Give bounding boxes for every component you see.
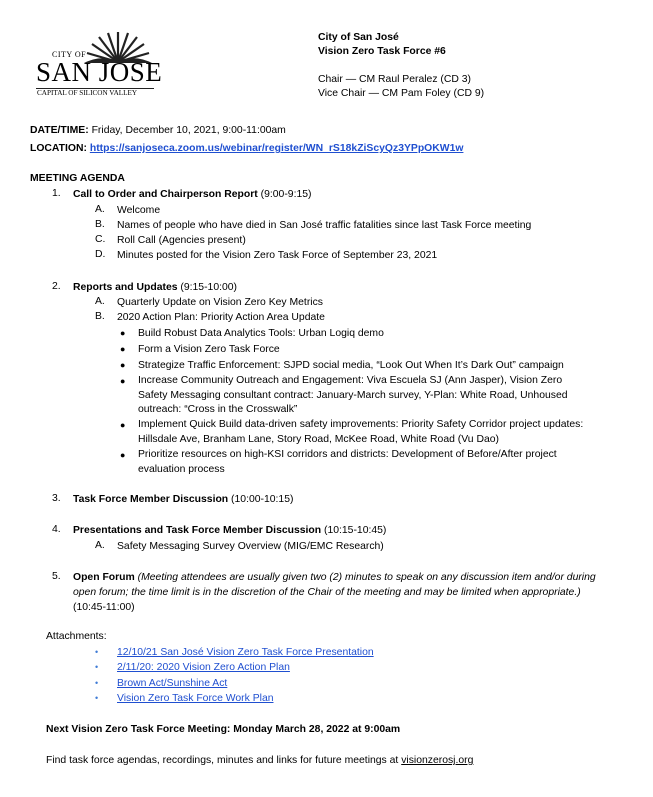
item-1-title: Call to Order and Chairperson Report [73, 189, 258, 200]
bullet-dot: ● [120, 360, 126, 370]
bullet-dot: • [95, 678, 99, 688]
item-1-time: (9:00-9:15) [260, 189, 312, 200]
item-2-sub-letter: B. [95, 311, 105, 322]
item-1-sub-letter: B. [95, 219, 105, 230]
item-4-time: (10:15-10:45) [324, 525, 387, 536]
header-meeting: Vision Zero Task Force #6 [318, 46, 446, 57]
footer-line [46, 754, 473, 768]
attachment-link[interactable]: 2/11/20: 2020 Vision Zero Action Plan [117, 662, 290, 673]
item-4-sub-text: Safety Messaging Survey Overview (MIG/EMC Research) [117, 541, 384, 552]
attachment-link[interactable]: 12/10/21 San José Vision Zero Task Force Presentation [117, 647, 374, 658]
item-5-number: 5. [52, 571, 61, 582]
bullet-dot: • [95, 693, 99, 703]
bullet-dot: ● [120, 420, 126, 430]
item-5-note: (Meeting attendees are usually given two (2) minutes to speak on any discussion item and/or during open forum; the time limit is in the discretion of the Chair of the meeting and may be limited when appropriate.) [73, 572, 596, 598]
item-5-title: Open Forum [73, 572, 135, 583]
action-area-bullet: Prioritize resources on high-KSI corridors and districts: Development of Before/After project evaluation process [138, 449, 557, 475]
bullet-dot: ● [120, 344, 126, 354]
item-2-number: 2. [52, 281, 61, 292]
item-4-sub-letter: A. [95, 540, 105, 551]
item-3-title: Task Force Member Discussion [73, 494, 229, 505]
action-area-bullet: Form a Vision Zero Task Force [138, 344, 280, 355]
visionzerosj-link[interactable]: visionzerosj.org [401, 755, 474, 766]
next-meeting: Next Vision Zero Task Force Meeting: Monday March 28, 2022 at 9:00am [46, 724, 401, 735]
meeting-header [318, 31, 484, 101]
item-1-sub-letter: D. [95, 249, 106, 260]
agenda-title: MEETING AGENDA [30, 173, 125, 184]
item-2-sub-text: Quarterly Update on Vision Zero Key Metrics [117, 297, 323, 308]
action-area-bullet: Implement Quick Build data-driven safety improvements: Priority Safety Corridor project updates: Hillsdale Ave, Branham Lane, Story Road, McKee Road, White Road (Vu Dao) [138, 419, 584, 445]
bullet-dot: • [95, 647, 99, 657]
item-2-sub-letter: A. [95, 296, 105, 307]
item-5-time: (10:45-11:00) [73, 601, 135, 613]
item-1-sub-letter: C. [95, 234, 106, 245]
item-1-sub-text: Minutes posted for the Vision Zero Task Force of September 23, 2021 [117, 250, 438, 261]
bullet-dot: ● [120, 450, 126, 460]
item-1-sub-text: Names of people who have died in San José traffic fatalities since last Task Force meeting [117, 220, 532, 231]
item-4-title: Presentations and Task Force Member Discussion [73, 525, 322, 536]
item-2-heading [73, 281, 237, 295]
header-city: City of San José [318, 32, 399, 43]
zoom-registration-link[interactable]: https://sanjoseca.zoom.us/webinar/register/WN_rS18kZiScyQz3YPpOKW1w [89, 143, 464, 154]
item-3-time: (10:00-10:15) [231, 494, 294, 505]
item-1-sub-text: Welcome [117, 205, 161, 216]
item-1-number: 1. [52, 188, 61, 199]
item-3-number: 3. [52, 493, 61, 504]
datetime-label: DATE/TIME: [30, 125, 89, 136]
action-area-bullet: Strategize Traffic Enforcement: SJPD social media, “Look Out When It’s Dark Out” campaign [138, 360, 564, 371]
bullet-dot: ● [120, 328, 126, 338]
item-5-body [73, 571, 613, 615]
item-1-sub-letter: A. [95, 204, 105, 215]
attachment-link[interactable]: Brown Act/Sunshine Act [117, 678, 228, 689]
item-1-heading [73, 188, 311, 202]
item-4-heading [73, 524, 386, 538]
header-vice-chair: Vice Chair — CM Pam Foley (CD 9) [318, 88, 485, 99]
header-chair: Chair — CM Raul Peralez (CD 3) [318, 74, 472, 85]
logo-tagline: CAPITAL OF SILICON VALLEY [37, 89, 138, 97]
datetime-value: Friday, December 10, 2021, 9:00-11:00am [91, 125, 286, 136]
item-2-title: Reports and Updates [73, 282, 178, 293]
attachment-link[interactable]: Vision Zero Task Force Work Plan [117, 693, 274, 704]
attachments-label: Attachments: [46, 631, 107, 642]
item-1-sub-text: Roll Call (Agencies present) [117, 235, 246, 246]
logo-city-of: CITY OF [52, 50, 87, 59]
item-4-number: 4. [52, 524, 61, 535]
datetime-line [30, 124, 286, 138]
item-2-time: (9:15-10:00) [180, 282, 237, 293]
item-3-heading [73, 493, 293, 507]
action-area-bullet: Increase Community Outreach and Engagement: Viva Escuela SJ (Ann Jasper), Vision Zero Safety Messaging consultant contract: January-March survey, Y-Plan: White Road, Unhoused outreach: “Cross in the Crosswalk” [138, 375, 568, 416]
item-2-sub-text: 2020 Action Plan: Priority Action Area Update [117, 312, 325, 323]
action-area-bullet: Build Robust Data Analytics Tools: Urban Logiq demo [138, 328, 384, 339]
logo-name: SAN JOSE [36, 57, 163, 87]
bullet-dot: ● [120, 376, 126, 386]
location-label: LOCATION: [30, 143, 87, 154]
bullet-dot: • [95, 662, 99, 672]
location-line [30, 142, 463, 156]
footer-text: Find task force agendas, recordings, minutes and links for future meetings at [46, 755, 399, 766]
city-logo [30, 28, 163, 100]
